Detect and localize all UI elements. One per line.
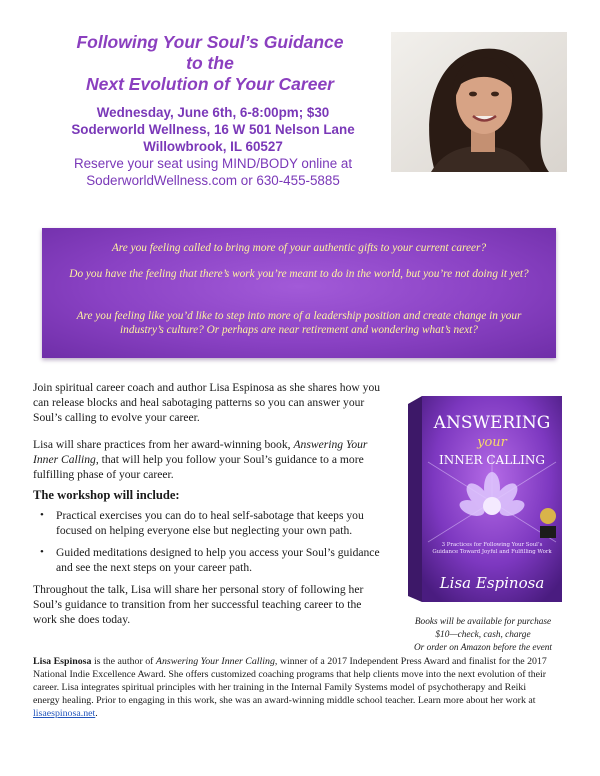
question-3: Are you feeling like you’d like to step into more of a leadership position and create change in your industry’s culture? Or perhaps are near retirement and wondering what’s next? bbox=[76, 310, 522, 336]
bio-text: , winner of a 2017 Independent Press Award and finalist for the 2017 National Indie Excellence Award. She offers customized coaching programs that help clients move into the next evolution of their career. Lisa integrates spiritual principles with her training in the Internal Family Systems model of psychotherapy and Reiki energy healing. Prior to engaging in this work, she was an award-winning middle school teacher. Learn more about her work at bbox=[33, 656, 547, 706]
workshop-item-text: Guided meditations designed to help you access your Soul’s guidance and see the next steps on your career path. bbox=[56, 546, 380, 574]
flyer-title bbox=[30, 32, 390, 95]
reserve-line: SoderworldWellness.com or 630-455-5885 bbox=[86, 173, 340, 188]
bio-name: Lisa Espinosa bbox=[33, 656, 92, 667]
book-paragraph-title: Answering Your Inner Calling bbox=[33, 438, 368, 466]
workshop-item bbox=[40, 545, 390, 575]
book-subtitle: 3 Practices for Following Your Soul’s Guidance Toward Joyful and Fulfilling Work bbox=[432, 542, 552, 555]
event-venue: Soderworld Wellness, 16 W 501 Nelson Lane bbox=[71, 122, 355, 137]
book-paragraph bbox=[33, 437, 388, 482]
book-paragraph-pre: Lisa will share practices from her award-winning book, bbox=[33, 438, 294, 451]
bio-book-title: Answering Your Inner Calling bbox=[155, 656, 275, 667]
book-title-line2: your bbox=[477, 435, 507, 450]
intro-paragraph: Join spiritual career coach and author Lisa Espinosa as she shares how you can release blocks and heal sabotaging patterns so you can answer your Soul’s calling to evolve your career. bbox=[33, 381, 381, 424]
bullet-icon: • bbox=[40, 546, 44, 558]
closing-paragraph: Throughout the talk, Lisa will share her personal story of following her Soul’s guidance to transition from her successful teaching career to the work she does today. bbox=[33, 583, 364, 626]
author-portrait bbox=[391, 32, 567, 172]
caption-line: Or order on Amazon before the event bbox=[413, 643, 553, 653]
bullet-icon: • bbox=[40, 509, 44, 521]
event-details bbox=[60, 104, 366, 189]
question-1: Are you feeling called to bring more of your authentic gifts to your current career? bbox=[111, 242, 487, 254]
reserve-line: Reserve your seat using MIND/BODY online at bbox=[73, 156, 353, 171]
website-link[interactable]: lisaespinosa.net bbox=[33, 707, 96, 719]
title-line: to the bbox=[186, 53, 234, 73]
questions-box bbox=[42, 228, 556, 358]
question-2: Do you have the feeling that there’s work you’re meant to do in the world, but you’re not doing it yet? bbox=[69, 268, 529, 280]
book-title-line1: ANSWERING bbox=[433, 413, 551, 433]
workshop-item bbox=[40, 508, 390, 538]
author-bio bbox=[33, 656, 553, 721]
bio-text-end: . bbox=[95, 707, 98, 719]
workshop-heading: The workshop will include: bbox=[33, 488, 180, 502]
book-title-line3: INNER CALLING bbox=[439, 453, 545, 467]
title-line: Following Your Soul’s Guidance bbox=[76, 32, 344, 52]
book-paragraph-post: , that will help you follow your Soul’s guidance to a more fulfilling phase of your career. bbox=[33, 453, 364, 481]
bio-text-pre: is the author of bbox=[91, 656, 156, 667]
caption-line: Books will be available for purchase bbox=[414, 617, 552, 627]
book-cover bbox=[398, 392, 568, 606]
event-date-price: Wednesday, June 6th, 6-8:00pm; $30 bbox=[96, 105, 330, 120]
book-caption bbox=[388, 616, 578, 655]
title-line: Next Evolution of Your Career bbox=[86, 74, 334, 94]
workshop-item-text: Practical exercises you can do to heal self-sabotage that keeps you focused on helping everyone else but neglecting your own path. bbox=[56, 509, 364, 537]
caption-line: $10—check, cash, charge bbox=[435, 630, 531, 640]
book-author: Lisa Espinosa bbox=[439, 574, 545, 592]
event-city: Willowbrook, IL 60527 bbox=[143, 139, 283, 154]
